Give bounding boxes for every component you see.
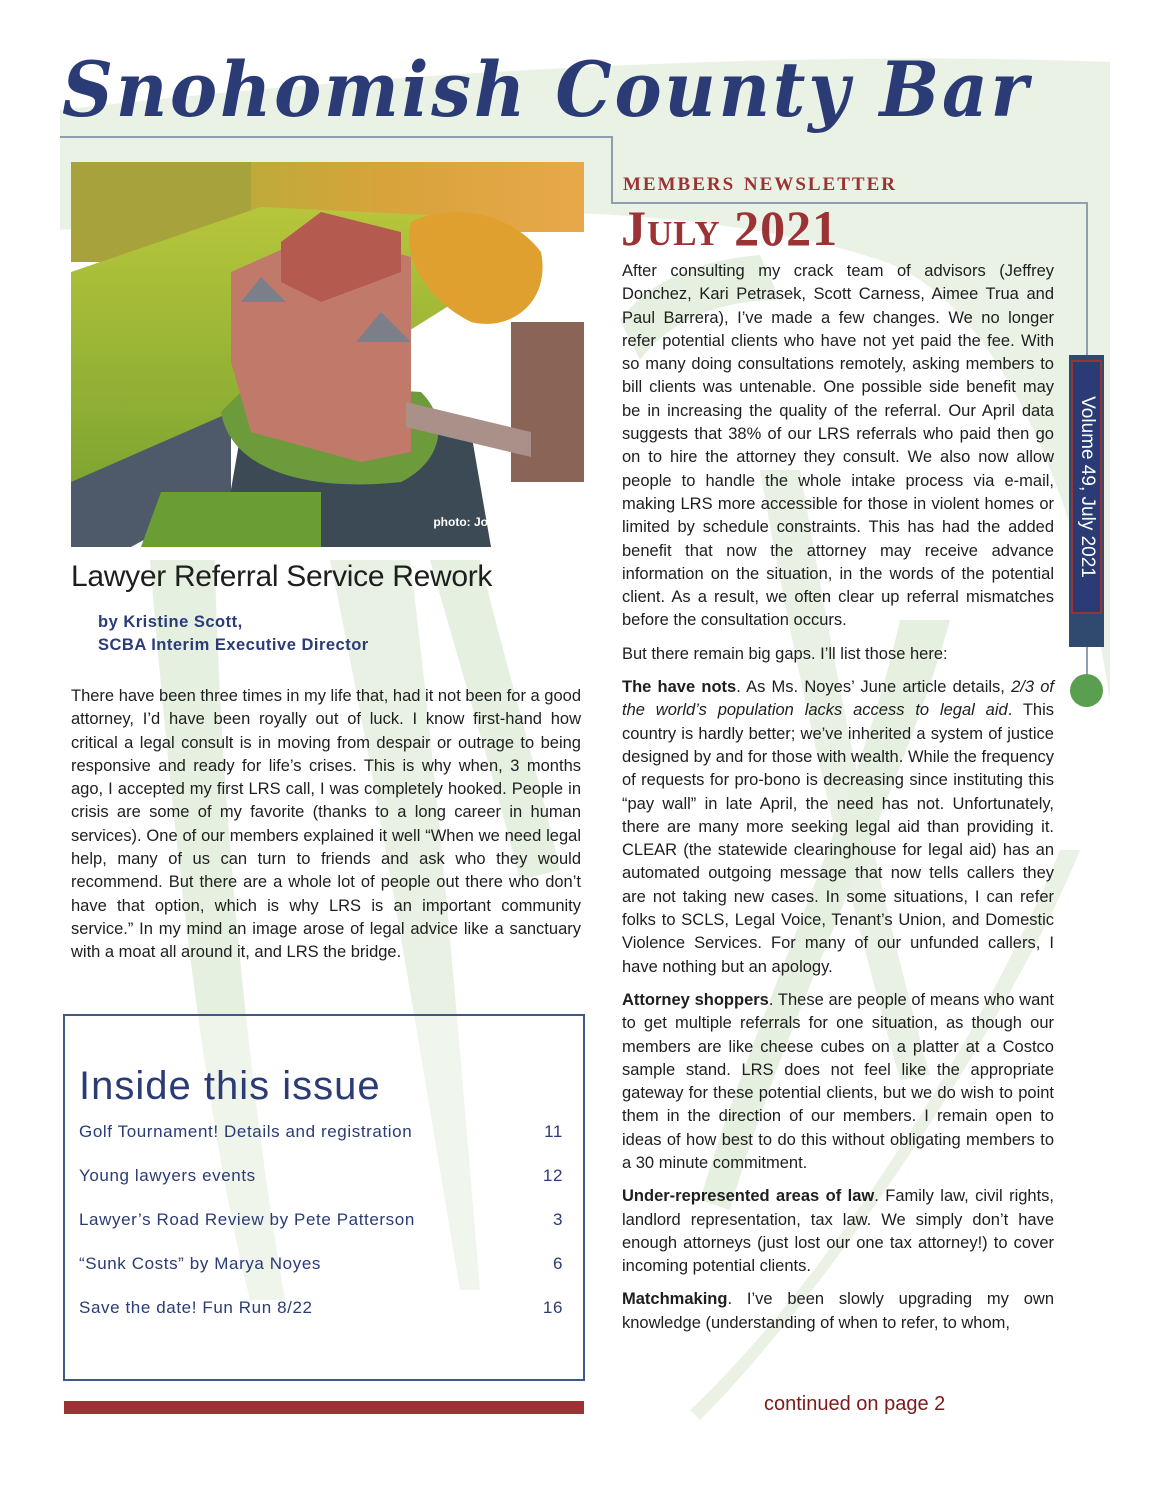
paragraph-lead: Matchmaking	[622, 1290, 728, 1309]
paragraph-italic: 2/3 of the world’s population lacks access to legal aid	[622, 678, 1054, 720]
paragraph-lead: Under-represented areas of law	[622, 1187, 875, 1206]
toc-item[interactable]	[79, 1298, 563, 1342]
frame-line-drop-2	[1086, 202, 1088, 357]
toc-item-label: Save the date! Fun Run 8/22	[79, 1298, 313, 1317]
continued-on-page-link[interactable]: continued on page 2	[764, 1393, 946, 1415]
castle-photo-illustration	[71, 162, 584, 547]
photo-credit: photo: Joran Quinton	[433, 515, 556, 529]
toc-item-label: Lawyer’s Road Review by Pete Patterson	[79, 1210, 415, 1229]
article-column-right	[622, 260, 1054, 1345]
green-dot-ornament	[1070, 674, 1103, 707]
article-title: Lawyer Referral Service Rework	[71, 560, 493, 593]
newsletter-label: members newsletter	[623, 166, 897, 196]
toc-item[interactable]	[79, 1166, 563, 1210]
volume-tab	[1069, 355, 1104, 647]
paragraph-lead-suffix: . As Ms. Noyes’ June article details,	[736, 678, 1012, 697]
toc-item[interactable]	[79, 1122, 563, 1166]
paragraph-text: But there remain big gaps. I’ll list those here:	[622, 644, 948, 663]
inside-this-issue-title: Inside this issue	[79, 1064, 381, 1108]
frame-line-drop-3	[1086, 645, 1088, 677]
paragraph-text: These are people of means who want to get multiple referrals for one situation, as though our members are like cheese cubes on a platter at a Costco sample stand. LRS does not feel like the appropriate gateway for these potential clients, but we do wish to point them in the direction of our members. I remain open to ideas of how best to do this without obligating members to a 30 minute commitment.	[622, 990, 1055, 1172]
paragraph-text: After consulting my crack team of advisors (Jeffrey Donchez, Kari Petrasek, Scott Carness, Aimee Trua and Paul Barrera), I’ve made a few changes. We no longer refer potential clients who have not yet paid the fee. With so many doing consultations remotely, asking members to bill clients was untenable. One possible side benefit may be in increasing the quality of the referral. Our April data suggests that 38% of our LRS referrals who paid then go on to hire the attorney they consult. We also now allow people to handle the whole intake process via e-mail, making LRS more accessible for those in violent homes or limited by schedule constraints. This has had the added benefit that now the attorney may receive advance information on the situation, in the words of the potential client. As a result, we often clear up referral mismatches before the consultation occurs.	[622, 262, 1054, 630]
article-paragraph	[622, 1185, 1054, 1278]
paragraph-text: I’ve been slowly upgrading my own knowledge (understanding of when to refer, to whom,	[622, 1290, 1054, 1332]
paragraph-text: . This country is hardly better; we’ve inherited a system of justice designed by and for those with wealth. While the frequency of requests for pro-bono is decreasing since instituting this “pay wall” in late April, the need has not. Unfortunately, there are many more seeking legal aid than providing it. CLEAR (the statewide clearinghouse for legal aid) has an automated outgoing message that now tells callers they are not taking new cases. In some situations, I can refer folks to SCLS, Legal Voice, Tenant’s Union, and Domestic Violence Services. For many of our unfunded callers, I have nothing but an apology.	[622, 701, 1054, 976]
paragraph-text: Family law, civil rights, landlord representation, tax law. We simply don’t have enough attorneys (just lost our one tax attorney!) to cover incoming potential clients.	[622, 1187, 1055, 1276]
article-paragraph	[622, 260, 1054, 633]
inside-this-issue-box	[63, 1014, 585, 1381]
toc-item[interactable]	[79, 1210, 563, 1254]
article-paragraph	[622, 1288, 1054, 1335]
article-paragraph	[622, 676, 1054, 979]
byline	[98, 611, 369, 657]
toc-item-label: Golf Tournament! Details and registration	[79, 1122, 413, 1141]
paragraph-lead: The have nots	[622, 678, 737, 697]
toc-item-page: 6	[552, 1254, 563, 1273]
castle-photo	[71, 162, 584, 547]
toc-item-page: 3	[552, 1210, 563, 1229]
issue-date: July 2021	[621, 200, 839, 256]
photo-hedge	[141, 492, 321, 547]
article-paragraph	[622, 989, 1054, 1175]
paragraph-lead-suffix: .	[874, 1187, 886, 1206]
toc-item[interactable]	[79, 1254, 563, 1298]
volume-tab-frame	[1071, 360, 1102, 614]
masthead-title: Snohomish County Bar	[62, 45, 1031, 134]
toc-list	[79, 1122, 563, 1342]
paragraph-lead-suffix: .	[768, 990, 778, 1009]
article-paragraph	[622, 643, 1054, 666]
frame-line-top-left	[60, 136, 613, 138]
frame-line-drop-1	[611, 136, 613, 204]
toc-item-label: Young lawyers events	[79, 1166, 256, 1185]
byline-author: by Kristine Scott,	[98, 613, 243, 631]
article-intro: There have been three times in my life that, had it not been for a good attorney, I’d have been royally out of luck. I know first-hand how critical a legal consult is in moving from despair or outrage to being responsive and ready for life’s crises. This is why when, 3 months ago, I accepted my first LRS call, I was completely hooked. People in crisis are some of my favorite (thanks to a long career in human services). One of our members explained it well “When we need legal help, many of us can turn to friends and ask who they would recommend. But there are a whole lot of people out there who don’t have that option, which is why LRS is an important community service.” In my mind an image arose of legal advice like a sanctuary with a moat all around it, and LRS the bridge.	[71, 687, 581, 962]
toc-item-label: “Sunk Costs” by Marya Noyes	[79, 1254, 321, 1273]
byline-role: SCBA Interim Executive Director	[98, 636, 369, 654]
toc-item-page: 11	[544, 1122, 563, 1141]
footer-red-bar	[64, 1401, 584, 1414]
paragraph-lead-suffix: .	[727, 1290, 747, 1309]
toc-item-page: 16	[542, 1298, 563, 1317]
toc-item-page: 12	[542, 1166, 563, 1185]
paragraph-lead: Attorney shoppers	[622, 990, 769, 1009]
volume-label: Volume 49, July 2021	[1076, 396, 1098, 578]
photo-right-buildings	[511, 322, 584, 482]
